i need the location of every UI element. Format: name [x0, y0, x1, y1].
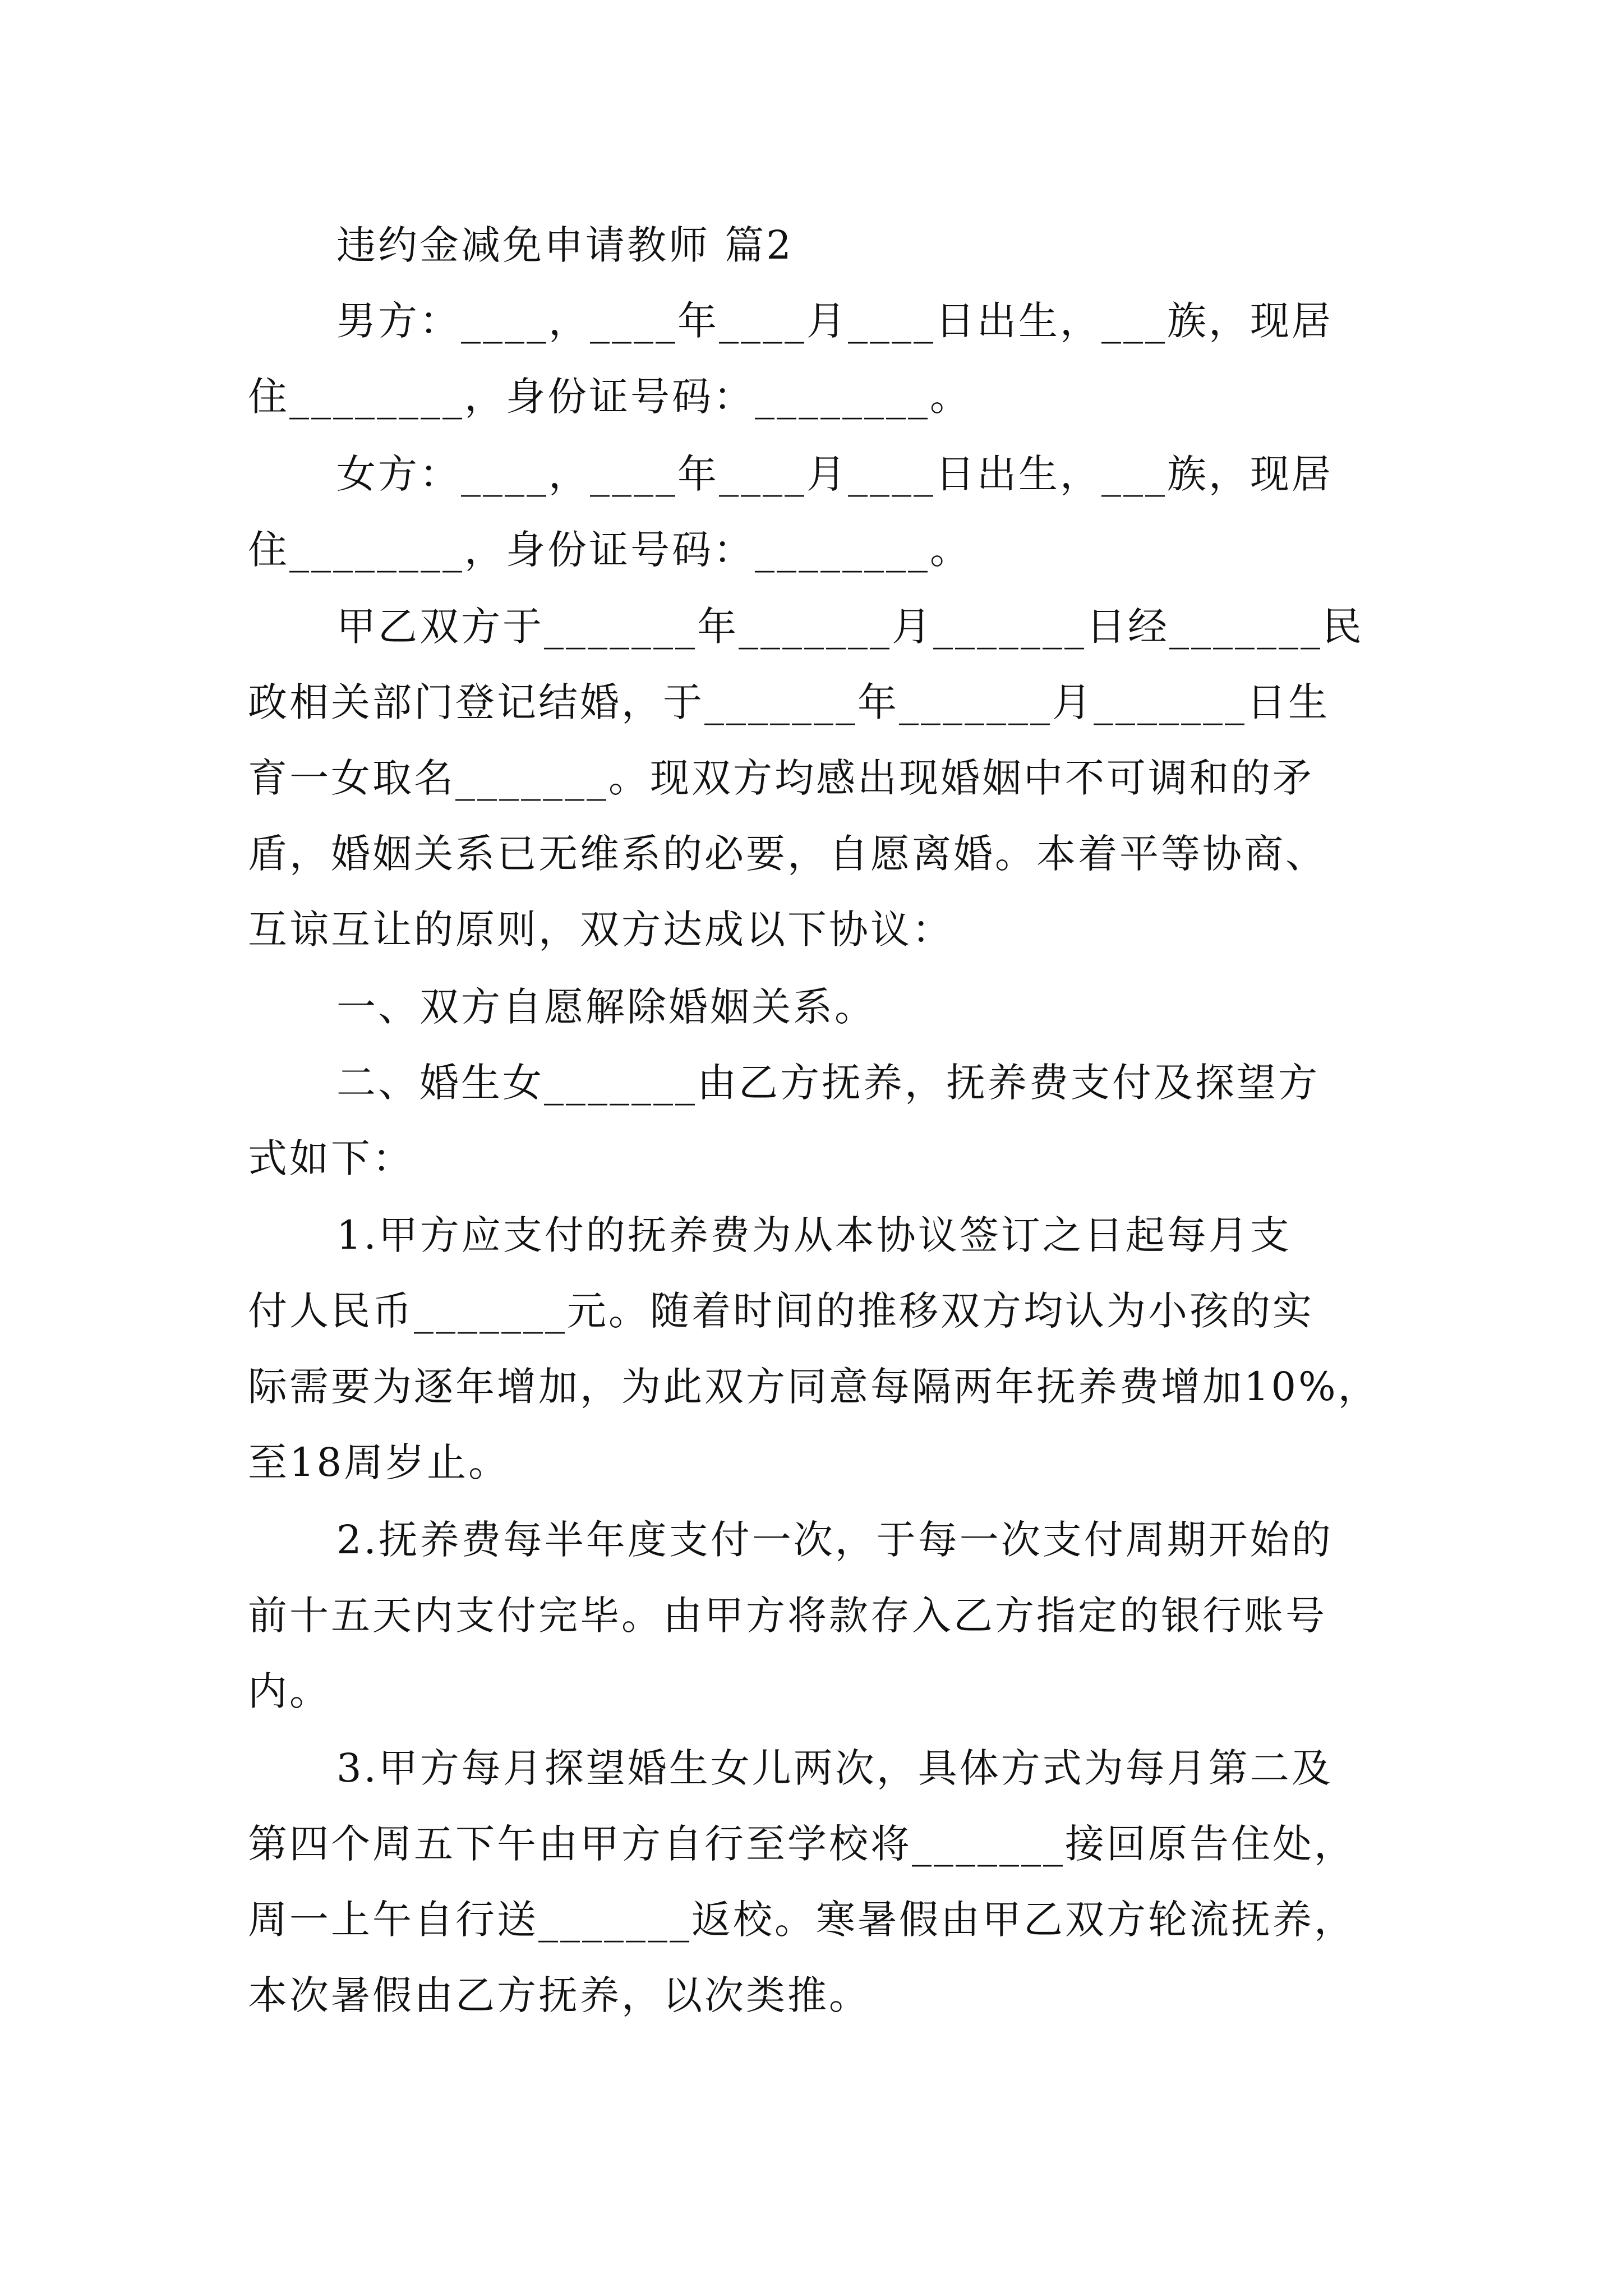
- text-line: 1.甲方应支付的抚养费为从本协议签订之日起每月支: [336, 1212, 1292, 1258]
- text-line: 周一上午自行送_______返校。寒暑假由甲乙双方轮流抚养，: [248, 1897, 1355, 1943]
- text-line: 男方：____，____年____月____日出生，___族，现居: [336, 298, 1333, 344]
- document-title: 违约金减免申请教师 篇2: [336, 222, 794, 268]
- text-line: 政相关部门登记结婚，于_______年_______月_______日生: [248, 679, 1330, 725]
- text-line: 至18周岁止。: [248, 1439, 510, 1485]
- text-line: 住________，身份证号码：________。: [248, 527, 971, 573]
- text-line: 甲乙双方于_______年_______月_______日经_______民: [336, 604, 1364, 650]
- text-line: 盾，婚姻关系已无维系的必要，自愿离婚。本着平等协商、: [248, 831, 1327, 877]
- text-line: 第四个周五下午由甲方自行至学校将_______接回原告住处，: [248, 1821, 1355, 1867]
- text-line: 互谅互让的原则，双方达成以下协议：: [248, 907, 953, 953]
- text-line: 二、婚生女_______由乙方抚养，抚养费支付及探望方: [336, 1060, 1320, 1106]
- text-line: 本次暑假由乙方抚养，以次类推。: [248, 1972, 870, 2018]
- text-line: 内。: [248, 1668, 331, 1714]
- text-line: 3.甲方每月探望婚生女儿两次，具体方式为每月第二及: [336, 1745, 1333, 1791]
- text-line: 际需要为逐年增加，为此双方同意每隔两年抚养费增加10%，: [248, 1364, 1380, 1410]
- text-line: 付人民币_______元。随着时间的推移双方均认为小孩的实: [248, 1288, 1314, 1334]
- text-line: 一、双方自愿解除婚姻关系。: [336, 984, 876, 1030]
- text-line: 育一女取名_______。现双方均感出现婚姻中不可调和的矛: [248, 755, 1314, 801]
- text-line: 住________，身份证号码：________。: [248, 374, 971, 420]
- text-line: 式如下：: [248, 1135, 414, 1181]
- text-line: 女方：____，____年____月____日出生，___族，现居: [336, 451, 1333, 497]
- text-line: 2.抚养费每半年度支付一次，于每一次支付周期开始的: [336, 1517, 1333, 1563]
- text-line: 前十五天内支付完毕。由甲方将款存入乙方指定的银行账号: [248, 1593, 1327, 1639]
